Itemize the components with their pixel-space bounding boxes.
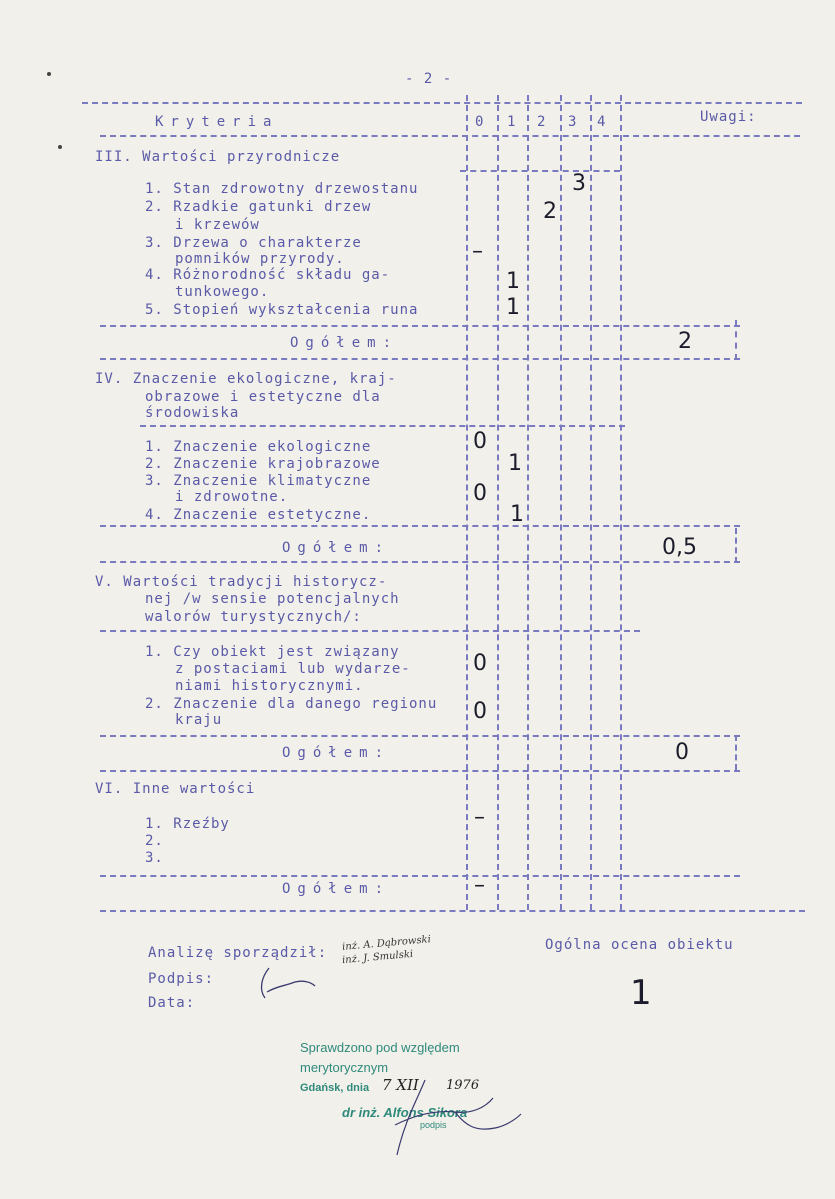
section-4-total-label: Ogółem: xyxy=(282,540,391,556)
column-line xyxy=(527,95,529,910)
rule xyxy=(100,875,740,877)
score-mark: 0 xyxy=(473,429,487,454)
stamp-date-year: 1976 xyxy=(446,1078,480,1093)
binder-hole-mark xyxy=(58,145,62,149)
section-6-item: 3. xyxy=(145,850,164,866)
rule xyxy=(140,425,625,427)
section-3-item: 2. Rzadkie gatunki drzew xyxy=(145,199,372,215)
column-line xyxy=(497,95,499,910)
section-6-total-label: Ogółem: xyxy=(282,881,391,897)
column-line xyxy=(735,528,737,563)
section-4-title: środowiska xyxy=(145,405,240,421)
rule xyxy=(100,561,740,563)
rule xyxy=(460,170,620,172)
binder-hole-mark xyxy=(47,72,51,76)
section-4-item: 1. Znaczenie ekologiczne xyxy=(145,439,372,455)
section-5-title: V. Wartości tradycji historycz- xyxy=(95,574,388,590)
rule xyxy=(82,102,802,104)
section-3-item: 3. Drzewa o charakterze xyxy=(145,235,362,251)
score-mark: 0 xyxy=(473,481,487,506)
column-line xyxy=(735,320,737,360)
analyst-name: inż. A. Dąbrowski xyxy=(341,934,432,953)
header-score-1: 1 xyxy=(507,114,517,130)
signature-image xyxy=(255,960,325,1005)
stamp-line: Sprawdzono pod względem xyxy=(300,1040,460,1055)
score-mark: – xyxy=(472,239,483,264)
header-criteria: Kryteria xyxy=(155,114,279,130)
section-5-title: nej /w sensie potencjalnych xyxy=(145,591,400,607)
section-4-item: 3. Znaczenie klimatyczne xyxy=(145,473,372,489)
header-score-4: 4 xyxy=(597,114,607,130)
section-5-item: 1. Czy obiekt jest związany xyxy=(145,644,400,660)
header-score-0: 0 xyxy=(475,114,485,130)
header-score-2: 2 xyxy=(537,114,547,130)
score-mark: 1 xyxy=(506,269,520,294)
rule xyxy=(100,325,740,327)
rule xyxy=(100,525,740,527)
rule xyxy=(100,770,740,772)
section-3-item: tunkowego. xyxy=(175,284,270,300)
header-remarks: Uwagi: xyxy=(700,109,757,125)
stamp-signature-image xyxy=(375,1070,525,1165)
rule xyxy=(100,910,805,912)
column-line xyxy=(466,95,468,910)
overall-value: 1 xyxy=(630,973,652,1013)
section-6-item: 1. Rzeźby xyxy=(145,816,230,832)
section-5-item: kraju xyxy=(175,712,223,728)
section-6-title: VI. Inne wartości xyxy=(95,781,256,797)
section-3-item: 5. Stopień wykształcenia runa xyxy=(145,302,419,318)
section-4-item: i zdrowotne. xyxy=(175,489,289,505)
section-6-total-mark: – xyxy=(474,873,485,898)
section-4-title: IV. Znaczenie ekologiczne, kraj- xyxy=(95,371,397,387)
score-mark: 1 xyxy=(506,295,520,320)
rule xyxy=(100,630,640,632)
page-number: - 2 - xyxy=(405,71,453,87)
column-line xyxy=(590,95,592,910)
section-4-item: 2. Znaczenie krajobrazowe xyxy=(145,456,381,472)
score-mark: 0 xyxy=(473,699,487,724)
stamp-line: podpis xyxy=(420,1120,447,1130)
stamp-line: dr inż. Alfons Sikora xyxy=(342,1105,468,1120)
column-line xyxy=(735,735,737,770)
section-3-total: 2 xyxy=(678,329,692,354)
score-mark: 0 xyxy=(473,651,487,676)
score-mark: – xyxy=(474,805,485,830)
signature-label: Podpis: xyxy=(148,971,215,987)
section-4-title: obrazowe i estetyczne dla xyxy=(145,389,381,405)
section-4-item: 4. Znaczenie estetyczne. xyxy=(145,507,372,523)
column-line xyxy=(620,95,622,910)
section-4-total: 0,5 xyxy=(662,535,697,560)
score-mark: 2 xyxy=(543,199,557,224)
score-mark: 1 xyxy=(508,451,522,476)
header-score-3: 3 xyxy=(568,114,578,130)
section-5-total-label: Ogółem: xyxy=(282,745,391,761)
section-3-item: pomników przyrody. xyxy=(175,251,345,267)
section-3-total-label: Ogółem: xyxy=(290,335,399,351)
rule xyxy=(100,735,740,737)
stamp-line: Gdańsk, dnia xyxy=(300,1082,370,1094)
stamp-line: merytorycznym xyxy=(300,1060,389,1075)
rule xyxy=(100,358,740,360)
section-5-item: niami historycznymi. xyxy=(175,678,364,694)
section-5-title: walorów turystycznych/: xyxy=(145,609,362,625)
overall-label: Ogólna ocena obiektu xyxy=(545,937,734,953)
section-5-total: 0 xyxy=(675,740,689,765)
stamp-date-day: 7 XII xyxy=(382,1076,419,1094)
analyst-name: inż. J. Smulski xyxy=(341,948,414,967)
section-3-item: 1. Stan zdrowotny drzewostanu xyxy=(145,181,419,197)
date-label: Data: xyxy=(148,995,196,1011)
section-6-item: 2. xyxy=(145,833,164,849)
section-5-item: z postaciami lub wydarze- xyxy=(175,661,411,677)
section-3-title: III. Wartości przyrodnicze xyxy=(95,149,341,165)
section-3-item: 4. Różnorodność składu ga- xyxy=(145,267,391,283)
rule xyxy=(100,135,800,137)
score-mark: 3 xyxy=(572,171,586,196)
section-3-item: i krzewów xyxy=(175,217,260,233)
column-line xyxy=(560,95,562,910)
score-mark: 1 xyxy=(510,502,524,527)
analysis-label: Analizę sporządził: xyxy=(148,945,328,961)
section-5-item: 2. Znaczenie dla danego regionu xyxy=(145,696,438,712)
